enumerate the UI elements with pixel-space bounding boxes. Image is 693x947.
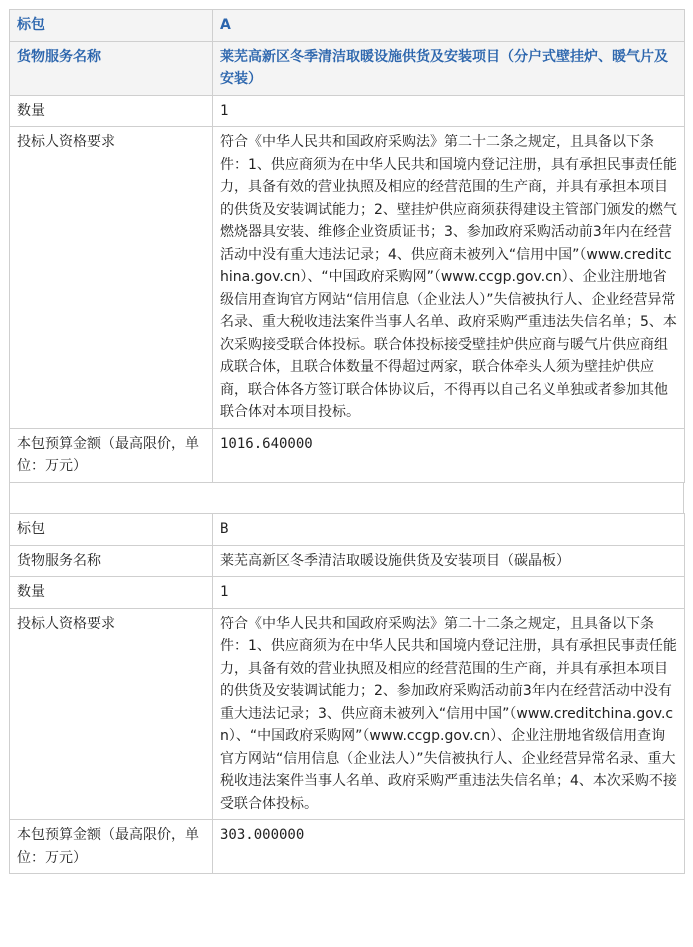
package-b-qualification-label: 投标人资格要求 [10,608,213,820]
package-a-row-goods [10,41,685,95]
package-b-table [9,513,685,874]
package-b-goods-label: 货物服务名称 [10,545,213,577]
package-a-quantity-value: 1 [213,95,685,127]
package-b-budget-label: 本包预算金额（最高限价，单位：万元） [10,820,213,874]
package-a-row-package [10,10,685,42]
package-a-qualification-value: 符合《中华人民共和国政府采购法》第二十二条之规定，且具备以下条件：1、供应商须为在中华人民共和国境内登记注册，具有承担民事责任能力，具备有效的营业执照及相应的经营范围的生产商，并具有承担本项目的供货及安装调试能力；2、壁挂炉供应商须获得建设主管部门颁发的燃气燃烧器具安装、维修企业资质证书；3、参加政府采购活动前3年内在经营活动中没有重大违法记录；4、供应商未被列入“信用中国”（www.creditchina.gov.cn）、“中国政府采购网”（www.ccgp.gov.cn）、企业注册地省级信用查询官方网站“信用信息（企业法人）”失信被执行人、企业经营异常名录、重大税收违法案件当事人名单、政府采购严重违法失信名单；5、本次采购接受联合体投标。联合体投标接受壁挂炉供应商与暖气片供应商组成联合体，且联合体数量不得超过两家，联合体牵头人须为壁挂炉供应商，联合体各方签订联合体协议后，不得再以自己名义单独或者参加其他联合体对本项目投标。 [213,127,685,429]
package-a-package-label: 标包 [10,10,213,42]
table-spacer [9,483,684,513]
package-a-goods-value: 莱芜高新区冬季清洁取暖设施供货及安装项目（分户式壁挂炉、暖气片及安装） [213,41,685,95]
package-a-quantity-label: 数量 [10,95,213,127]
package-b-row-package [10,514,685,546]
package-a-row-budget [10,428,685,482]
package-b-package-label: 标包 [10,514,213,546]
package-b-row-goods [10,545,685,577]
package-b-quantity-label: 数量 [10,577,213,609]
package-a-qualification-label: 投标人资格要求 [10,127,213,429]
package-b-row-budget [10,820,685,874]
package-a-goods-label: 货物服务名称 [10,41,213,95]
package-b-row-qualification [10,608,685,820]
package-b-row-quantity [10,577,685,609]
package-b-package-value: B [213,514,685,546]
package-a-row-qualification [10,127,685,429]
package-a-table [9,9,685,483]
package-b-goods-value: 莱芜高新区冬季清洁取暖设施供货及安装项目（碳晶板） [213,545,685,577]
package-b-budget-value: 303.000000 [213,820,685,874]
package-a-package-value: A [213,10,685,42]
package-b-quantity-value: 1 [213,577,685,609]
package-a-row-quantity [10,95,685,127]
package-a-budget-label: 本包预算金额（最高限价，单位：万元） [10,428,213,482]
package-b-qualification-value: 符合《中华人民共和国政府采购法》第二十二条之规定，且具备以下条件：1、供应商须为在中华人民共和国境内登记注册，具有承担民事责任能力，具备有效的营业执照及相应的经营范围的生产商，并具有承担本项目的供货及安装调试能力；2、参加政府采购活动前3年内在经营活动中没有重大违法记录；3、供应商未被列入“信用中国”（www.creditchina.gov.cn）、“中国政府采购网”（www.ccgp.gov.cn）、企业注册地省级信用查询官方网站“信用信息（企业法人）”失信被执行人、企业经营异常名录、重大税收违法案件当事人名单、政府采购严重违法失信名单；4、本次采购不接受联合体投标。 [213,608,685,820]
package-a-budget-value: 1016.640000 [213,428,685,482]
